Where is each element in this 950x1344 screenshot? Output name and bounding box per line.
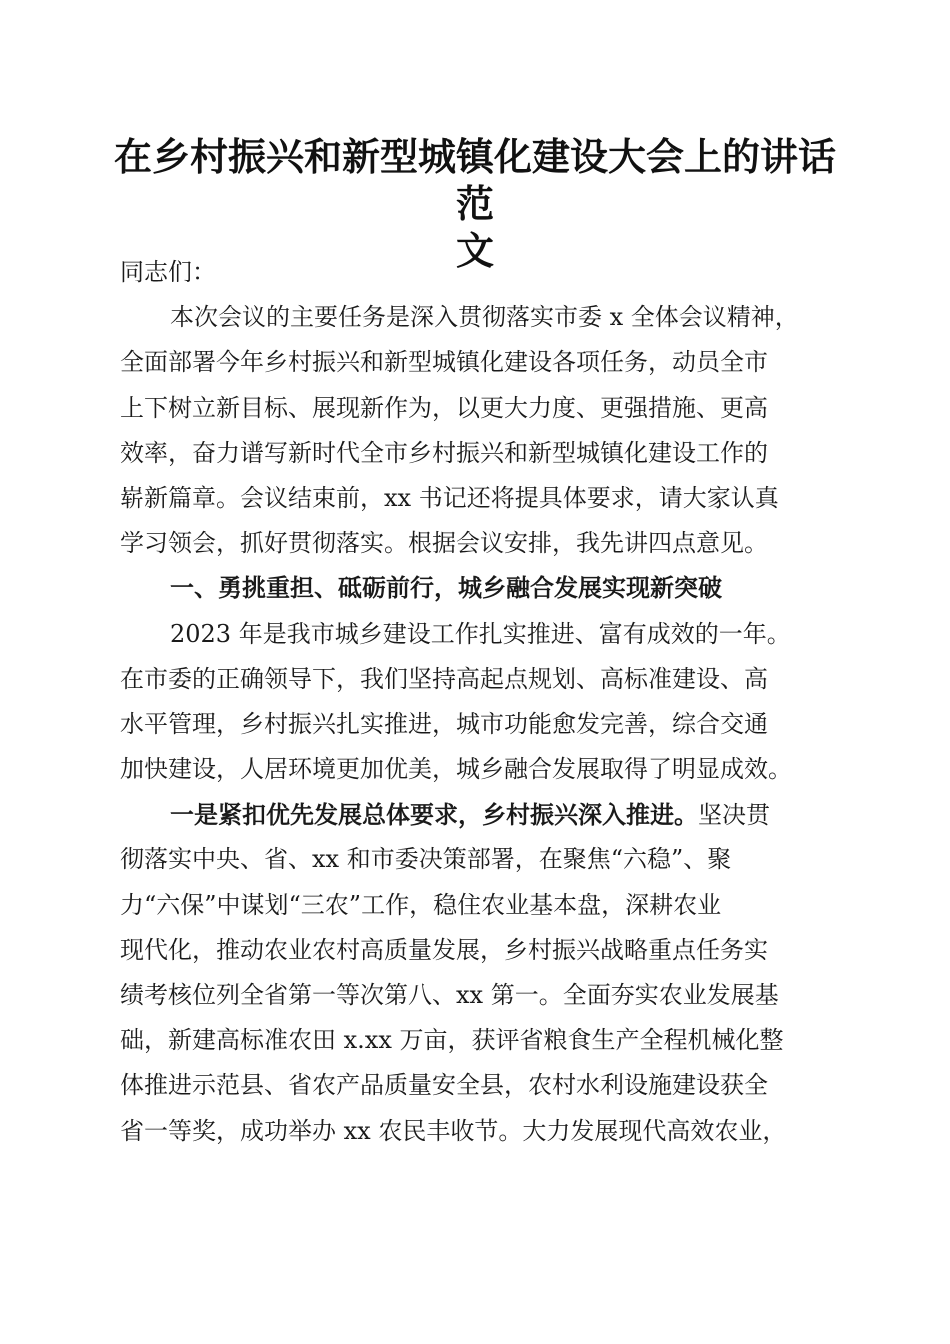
paragraph-line: 本次会议的主要任务是深入贯彻落实市委 x 全体会议精神，: [170, 303, 799, 332]
paragraph-line: 上下树立新目标、展现新作为，以更大力度、更强措施、更高: [120, 393, 768, 422]
section-heading: 一、勇挑重担、砥砺前行，城乡融合发展实现新突破: [170, 574, 722, 603]
paragraph-line: 全面部署今年乡村振兴和新型城镇化建设各项任务，动员全市: [120, 348, 768, 377]
paragraph-line: 现代化，推动农业农村高质量发展，乡村振兴战略重点任务实: [120, 935, 768, 964]
bold-lead-sentence: 一是紧扣优先发展总体要求，乡村振兴深入推进。: [170, 800, 698, 830]
paragraph-line: 效率，奋力谱写新时代全市乡村振兴和新型城镇化建设工作的: [120, 438, 768, 467]
paragraph-line: 体推进示范县、省农产品质量安全县，农村水利设施建设获全: [120, 1071, 768, 1100]
paragraph-line: 崭新篇章。会议结束前，xx 书记还将提具体要求，请大家认真: [120, 483, 779, 512]
paragraph-line: 加快建设，人居环境更加优美，城乡融合发展取得了明显成效。: [120, 755, 792, 784]
paragraph-line: 础，新建高标准农田 x.xx 万亩，获评省粮食生产全程机械化整: [120, 1026, 784, 1055]
salutation: 同志们：: [120, 258, 216, 286]
paragraph-line: [120, 792, 840, 837]
document-body: [120, 250, 840, 1154]
paragraph-line: 水平管理，乡村振兴扎实推进，城市功能愈发完善，综合交通: [120, 709, 768, 738]
paragraph-line: 绩考核位列全省第一等次第八、xx 第一。全面夯实农业发展基: [120, 981, 779, 1009]
paragraph-text: 坚决贯: [698, 801, 770, 830]
title-line-1: 在乡村振兴和新型城镇化建设大会上的讲话范: [113, 134, 836, 226]
title-line-2: 文: [455, 228, 494, 273]
paragraph-line: 2023 年是我市城乡建设工作扎实推进、富有成效的一年。: [170, 619, 791, 648]
paragraph-line: 学习领会，抓好贯彻落实。根据会议安排，我先讲四点意见。: [120, 529, 768, 558]
paragraph-line: 在市委的正确领导下，我们坚持高起点规划、高标准建设、高: [120, 664, 768, 693]
paragraph-line: 省一等奖，成功举办 xx 农民丰收节。大力发展现代高效农业，: [120, 1116, 787, 1145]
paragraph-line: 力“六保”中谋划“三农”工作，稳住农业基本盘，深耕农业: [120, 890, 722, 919]
paragraph-line: 彻落实中央、省、xx 和市委决策部署，在聚焦“六稳”、聚: [120, 845, 732, 874]
